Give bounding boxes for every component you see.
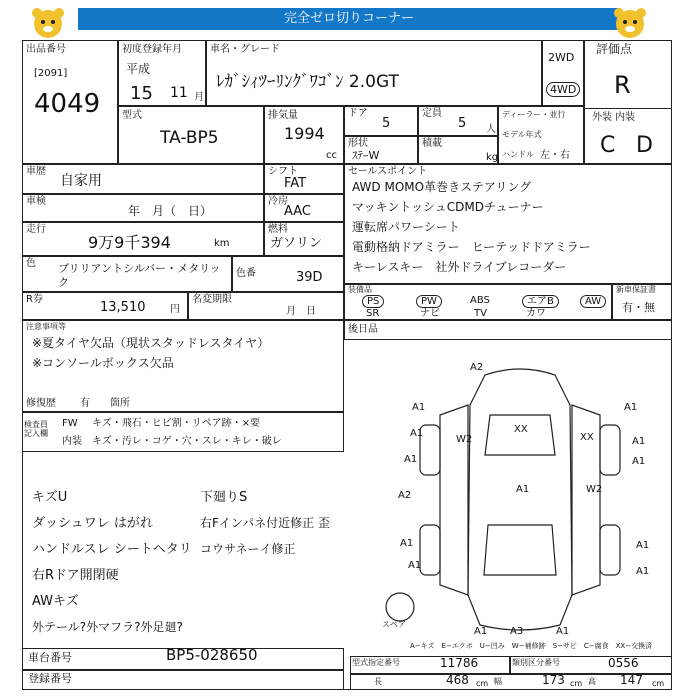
handle-label: ハンドル xyxy=(502,150,534,159)
grade-box xyxy=(584,40,672,164)
new-manual-value: 有・無 xyxy=(622,301,655,314)
history-label: 車歴 xyxy=(26,166,46,177)
color-value: ブリリアントシルバー・メタリック xyxy=(58,262,221,289)
dealer-label: ディーラー・並行 xyxy=(502,110,566,119)
capacity-value: 5 xyxy=(458,116,467,131)
equipment-abs: ABS xyxy=(470,295,490,306)
diagram-mark-2: A1 xyxy=(412,402,426,413)
shift-value: FAT xyxy=(284,176,307,191)
chassis-label: 車台番号 xyxy=(28,651,72,664)
chassis-value: BP5-028650 xyxy=(166,646,258,664)
selling-point-3: 運転席パワーシート xyxy=(352,220,460,234)
mascot-bear-left-icon xyxy=(28,4,68,44)
lot-code: [2091] xyxy=(34,68,68,79)
displacement-unit: cc xyxy=(326,150,337,161)
equipment-airbag: エアB xyxy=(522,295,559,308)
class-label: 類別区分番号 xyxy=(512,658,560,667)
inspection-label: 車検 xyxy=(26,196,46,207)
selling-point-5: キーレスキー 社外ドライブレコーダー xyxy=(352,260,567,274)
height-value: 147 xyxy=(620,673,643,687)
notes-label: 注意事項等 xyxy=(26,322,66,331)
reg-label: 登録番号 xyxy=(28,672,72,685)
registration-month-unit: 月 xyxy=(194,92,204,103)
diagram-mark-16: A1 xyxy=(636,566,650,577)
equipment-navi: ナビ xyxy=(420,308,440,319)
diagram-mark-4: A1 xyxy=(410,428,424,439)
recycle-value: 13,510 xyxy=(100,300,146,315)
note-line-1: ※夏タイヤ欠品（現状スタッドレスタイヤ） xyxy=(32,336,270,350)
repair-suffix: 箇所 xyxy=(110,398,130,409)
grade-divider xyxy=(584,108,672,109)
diagram-mark-14: A2 xyxy=(398,490,412,501)
width-label: 幅 xyxy=(494,677,502,686)
selling-point-1: AWD MOMO革巻きステアリング xyxy=(352,180,532,194)
hw-left-2: ダッシュワレ はがれ xyxy=(32,516,153,531)
inspector-label: 検査員 記入欄 xyxy=(24,420,48,438)
tax-label: 名変期限 xyxy=(192,294,232,305)
type-cert-value: 11786 xyxy=(440,656,479,670)
diagram-mark-17: A1 xyxy=(474,626,488,637)
inspector-interior-text: キズ・汚レ・コゲ・穴・スレ・キレ・破レ xyxy=(92,436,282,447)
grade-exterior: C xyxy=(600,133,616,158)
diagram-mark-11: W2 xyxy=(586,484,603,495)
doors-value: 5 xyxy=(382,116,391,131)
drive-4wd: 4WD xyxy=(546,82,580,97)
color-no-label: 色番 xyxy=(236,268,256,279)
length-value: 468 xyxy=(446,673,469,687)
grade-ext-int-label: 外装 内装 xyxy=(592,112,636,123)
diagram-legend: A−キズ E−エクボ U−凹み W−補修跡 S−サビ C−腐食 XX−交換済 xyxy=(410,642,653,650)
diagram-mark-15: A1 xyxy=(636,540,650,551)
lot-label: 出品番号 xyxy=(26,44,66,55)
diagram-mark-18: A1 xyxy=(408,560,422,571)
height-label: 高 xyxy=(588,677,596,686)
hw-left-1: キズU xyxy=(32,490,68,505)
drive-2wd: 2WD xyxy=(548,51,575,64)
grade-interior: D xyxy=(636,133,653,158)
inspector-interior-label: 内装 xyxy=(62,436,82,447)
length-unit: cm xyxy=(476,679,489,688)
hw-right-2: 右Fインパネ付近修正 歪 xyxy=(200,516,330,530)
diagram-mark-1: A2 xyxy=(470,362,484,373)
rear-box xyxy=(344,320,672,340)
recycle-label: R券 xyxy=(26,294,43,305)
length-label: 長 xyxy=(374,677,382,686)
hw-right-3: コウサネーイ修正 xyxy=(200,542,296,556)
diagram-mark-12: A1 xyxy=(516,484,530,495)
diagram-mark-20: A1 xyxy=(556,626,570,637)
equipment-leather: カワ xyxy=(526,308,546,319)
capacity-label: 定員 xyxy=(422,108,442,119)
equipment-pw: PW xyxy=(416,295,442,308)
load-unit: kg xyxy=(486,152,499,163)
cooler-value: AAC xyxy=(284,204,311,219)
equipment-tv: TV xyxy=(474,308,487,319)
inspection-value: 年 月（ 日） xyxy=(128,204,213,218)
registration-label: 初度登録年月 xyxy=(122,44,182,55)
diagram-mark-7: A1 xyxy=(404,454,418,465)
hw-left-4: 右Rドア開閉硬 xyxy=(32,568,119,583)
registration-year: 15 xyxy=(130,83,153,104)
repair-value: 有 xyxy=(80,398,90,409)
diagram-mark-5: A1 xyxy=(632,436,646,447)
class-value: 0556 xyxy=(608,656,639,670)
model-label: 型式 xyxy=(122,110,142,121)
color-no-value: 39D xyxy=(296,270,323,285)
selling-point-2: マッキントッシュCDMDチューナー xyxy=(352,200,544,214)
hw-right-1: 下廻りS xyxy=(200,490,248,505)
hw-left-6: 外テール?外マフラ?外足廻? xyxy=(32,620,183,634)
header-banner: 完全ゼロ切りコーナー xyxy=(78,8,620,30)
selling-points-label: セールスポイント xyxy=(348,166,428,177)
fuel-value: ガソリン xyxy=(270,236,323,251)
diagram-mark-10: A1 xyxy=(632,456,646,467)
displacement-label: 排気量 xyxy=(268,110,298,121)
shape-value: ｽﾃｰW xyxy=(352,149,380,162)
grade-label: 評価点 xyxy=(596,42,633,56)
diagram-mark-13: A1 xyxy=(400,538,414,549)
registration-month: 11 xyxy=(170,85,188,101)
tax-value: 月 日 xyxy=(286,306,316,317)
equipment-sr: SR xyxy=(366,308,380,319)
lot-number: 4049 xyxy=(34,89,101,119)
car-name-label: 車名・グレード xyxy=(210,44,280,55)
registration-era: 平成 xyxy=(126,62,151,76)
load-label: 積載 xyxy=(422,138,442,149)
recycle-unit: 円 xyxy=(170,304,180,315)
diagram-mark-8: XX xyxy=(514,424,528,435)
inspector-fw-text: キズ・飛石・ヒビ割・リペア跡・×要 xyxy=(92,418,260,429)
mileage-label: 走行 xyxy=(26,224,46,235)
grade-value: R xyxy=(614,71,631,99)
equipment-aw: AW xyxy=(580,295,606,308)
equipment-label: 装備品 xyxy=(348,285,372,294)
handle-options: 左・右 xyxy=(540,150,570,161)
diagram-mark-9: XX xyxy=(580,432,594,443)
color-label: 色 xyxy=(26,258,36,269)
model-value: TA-BP5 xyxy=(160,128,219,148)
shape-label: 形状 xyxy=(348,138,368,149)
history-box xyxy=(22,164,264,194)
diagram-mark-19: A3 xyxy=(510,626,524,637)
type-cert-label: 型式指定番号 xyxy=(352,658,400,667)
rear-seat-label: 後日品 xyxy=(348,324,378,335)
fuel-label: 燃料 xyxy=(268,224,288,235)
car-name: ﾚｶﾞｼｨﾂｰﾘﾝｸﾞﾜｺﾞﾝ 2.0GT xyxy=(216,72,399,92)
doors-label: ドア xyxy=(348,108,368,119)
mascot-bear-right-icon xyxy=(610,4,650,44)
displacement-value: 1994 xyxy=(284,124,325,143)
hw-left-5: AWキズ xyxy=(32,594,79,609)
diagram-spare-label: スペア xyxy=(382,620,406,629)
inspector-fw-label: FW xyxy=(62,418,78,429)
history-value: 自家用 xyxy=(60,173,102,189)
mileage-value: 9万9千394 xyxy=(88,233,171,252)
cooler-label: 冷房 xyxy=(268,196,288,207)
hw-left-3: ハンドルスレ シートヘタリ xyxy=(32,542,192,557)
diagram-mark-6: W2 xyxy=(456,434,473,445)
new-manual-label: 新車保証書 xyxy=(616,285,656,294)
equipment-ps: PS xyxy=(362,295,384,308)
repair-label: 修復歴 xyxy=(26,398,56,409)
width-unit: cm xyxy=(570,679,583,688)
shift-label: シフト xyxy=(268,166,298,177)
diagram-mark-3: A1 xyxy=(624,402,638,413)
width-value: 173 xyxy=(542,673,565,687)
height-unit: cm xyxy=(652,679,665,688)
mileage-unit: km xyxy=(214,238,230,249)
model-type-label: モデル年式 xyxy=(502,130,542,139)
note-line-2: ※コンソールボックス欠品 xyxy=(32,356,174,370)
capacity-unit: 人 xyxy=(486,124,496,135)
selling-point-4: 電動格納ドアミラー ヒーテッドドアミラー xyxy=(352,240,591,254)
